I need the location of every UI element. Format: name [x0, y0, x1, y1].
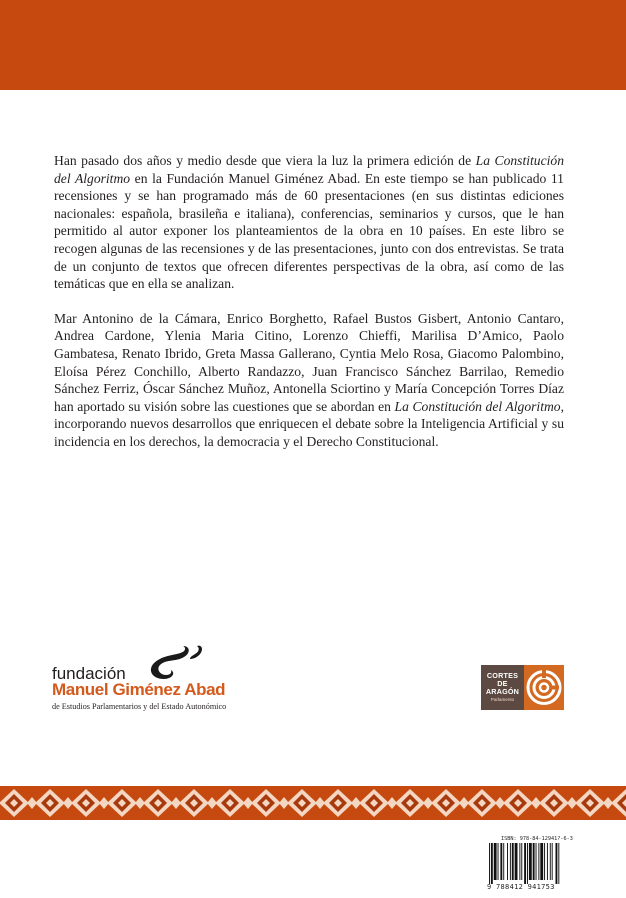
barcode-bar	[527, 843, 528, 884]
fundacion-word: fundación	[52, 664, 126, 683]
cortes-line-2: DE ARAGÓN	[485, 679, 520, 696]
barcode-bar	[556, 843, 558, 884]
barcode-bar	[494, 843, 497, 880]
paragraph-2-text-b: , incorporando nuevos desarrollos que enriquecen el debate sobre la Inteligencia Artificial y su incidencia en los derechos, la democracia y el Derecho Constitucional.	[54, 398, 565, 449]
barcode-bar	[519, 843, 520, 880]
barcode-bar	[544, 843, 545, 880]
barcode-bar	[507, 843, 508, 880]
barcode-bar	[558, 843, 559, 884]
barcode-bar	[524, 843, 526, 884]
book-title-italic: La Constitución del Algoritmo	[394, 398, 561, 414]
barcode-bar	[491, 843, 493, 884]
cortes-label-box	[481, 665, 524, 710]
ean-number: 9 788412 941753	[487, 883, 555, 891]
isbn-label: ISBN: 978-84-12941?-6-3	[501, 836, 573, 842]
isbn-barcode	[479, 836, 573, 892]
paragraph-1-text-a: Han pasado dos años y medio desde que viera la luz la primera edición de	[54, 153, 476, 168]
barcode-bar	[540, 843, 543, 880]
cortes-line-3: Parlamento	[490, 697, 515, 702]
barcode-bar	[498, 843, 499, 880]
barcode-bar	[552, 843, 553, 880]
paragraph-2	[54, 310, 564, 451]
barcode-bars	[489, 843, 565, 884]
cortes-line-1: CORTES	[486, 671, 519, 680]
fundacion-name: Manuel Giménez Abad	[52, 680, 226, 699]
barcode-bar	[550, 843, 551, 880]
barcode-bar	[489, 843, 490, 884]
cortes-aragon-logo	[481, 665, 564, 710]
ornamental-band	[0, 786, 626, 820]
paragraph-2-text-a: Mar Antonino de la Cámara, Enrico Borghetto, Rafael Bustos Gisbert, Antonio Cantaro, Andrea Cardone, Ylenia Maria Citino, Lorenzo Chieffi, Marilisa D’Amico, Paolo Gambatesa, Renato Ibrido, Greta Massa Gallerano, Cyntia Melo Rosa, Giacomo Palombino, Eloísa Pérez Conchillo, Alberto Randazzo, Juan Francisco Sánchez Barrilao, Remedio Sánchez Ferriz, Óscar Sánchez Muñoz, Antonella Sciortino y María Concepción Torres Díaz han aportado su visión sobre las cuestiones que se abordan en	[54, 310, 564, 414]
barcode-bar	[521, 843, 522, 880]
barcode-bar	[510, 843, 511, 880]
barcode-bar	[515, 843, 518, 880]
cortes-spiral-icon	[524, 665, 564, 710]
barcode-bar	[533, 843, 535, 880]
back-cover-text	[54, 152, 564, 468]
paragraph-1-text-b: en la Fundación Manuel Giménez Abad. En este tiempo se han publicado 11 recensiones y se han programado más de 60 presentaciones (en sus distintas ediciones nacionales: española, brasileña e italiana), conferencias, seminarios y cursos, que le han permitido al autor exponer los planteamientos de la obra en 10 países. En este libro se recogen algunas de las recensiones y de las presentaciones, junto con dos entrevistas. Se trata de un conjunto de textos que ofrecen diferentes perspectivas de la obra, así como de las temáticas que en ella se analizan.	[54, 170, 564, 292]
barcode-bar	[500, 843, 502, 880]
barcode-bar	[512, 843, 514, 880]
fundacion-logo	[52, 645, 252, 715]
book-title-italic: La Constitución del Algoritmo	[54, 153, 564, 186]
barcode-bar	[529, 843, 532, 880]
fundacion-subtitle: de Estudios Parlamentarios y del Estado Autonómico	[52, 702, 227, 711]
barcode-bar	[547, 843, 548, 880]
top-color-band	[0, 0, 626, 90]
barcode-bar	[536, 843, 537, 880]
barcode-bar	[538, 843, 539, 880]
fundacion-mark-icon	[144, 645, 206, 681]
barcode-bar	[503, 843, 504, 880]
paragraph-1	[54, 152, 564, 293]
